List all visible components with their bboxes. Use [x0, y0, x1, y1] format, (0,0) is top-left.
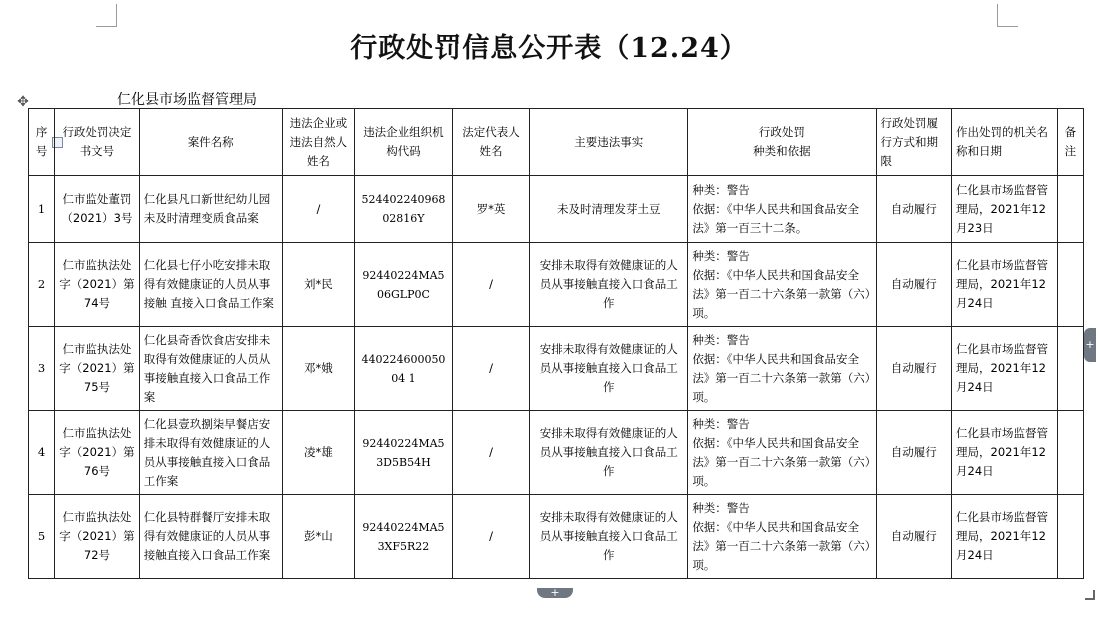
table-row: [29, 176, 1084, 243]
add-row-button[interactable]: +: [537, 588, 573, 598]
cell-facts[interactable]: 安排未取得有效健康证的人员从事接触直接入口食品工作: [530, 327, 688, 411]
cell-facts[interactable]: 安排未取得有效健康证的人员从事接触直接入口食品工作: [530, 495, 688, 579]
page-corner-mark: [997, 4, 1018, 27]
cell-facts[interactable]: 未及时清理发芽土豆: [530, 176, 688, 243]
cell-org-code[interactable]: 52440224096802816Y: [355, 176, 453, 243]
cell-legal-rep[interactable]: /: [452, 495, 530, 579]
header-party: 违法企业或违法自然人姓名: [282, 109, 354, 176]
cell-legal-rep[interactable]: /: [452, 243, 530, 327]
cell-seq[interactable]: 3: [29, 327, 55, 411]
cell-case-name[interactable]: 仁化县特群餐厅安排未取得有效健康证的人员从事接触直接入口食品工作案: [139, 495, 282, 579]
page-corner-mark: [96, 4, 117, 27]
cell-case-name[interactable]: 仁化县凡口新世纪幼儿园未及时清理变质食品案: [139, 176, 282, 243]
cell-penalty[interactable]: 种类：警告 依据：《中华人民共和国食品安全法》第一百二十六条第一款第（六）项。: [688, 411, 876, 495]
table-move-handle-icon[interactable]: ✥: [17, 94, 29, 110]
cell-decision-no[interactable]: 仁市监执法处字（2021）第74号: [55, 243, 140, 327]
table-row: [29, 495, 1084, 579]
cell-org-code[interactable]: 44022460005004 1: [355, 327, 453, 411]
header-case-name: 案件名称: [139, 109, 282, 176]
cell-remarks[interactable]: [1057, 411, 1083, 495]
cell-party[interactable]: 彭*山: [282, 495, 354, 579]
cell-performance[interactable]: 自动履行: [876, 411, 952, 495]
cell-penalty[interactable]: 种类：警告 依据：《中华人民共和国食品安全法》第一百二十六条第一款第（六）项。: [688, 243, 876, 327]
header-facts: 主要违法事实: [530, 109, 688, 176]
cell-decision-no[interactable]: 仁市监执法处字（2021）第76号: [55, 411, 140, 495]
cell-case-name[interactable]: 仁化县七仔小吃安排未取得有效健康证的人员从事接触 直接入口食品工作案: [139, 243, 282, 327]
cell-remarks[interactable]: [1057, 243, 1083, 327]
table-resize-handle[interactable]: [1085, 590, 1095, 600]
cell-party[interactable]: 凌*雄: [282, 411, 354, 495]
header-performance: 行政处罚履行方式和期限: [876, 109, 952, 176]
cell-authority[interactable]: 仁化县市场监督管理局，2021年12月24日: [952, 411, 1058, 495]
cell-legal-rep[interactable]: /: [452, 411, 530, 495]
cell-decision-no[interactable]: 仁市监处董罚（2021）3号: [55, 176, 140, 243]
header-authority: 作出处罚的机关名称和日期: [952, 109, 1058, 176]
header-decision-no: 行政处罚决定书文号: [55, 109, 140, 176]
penalty-table[interactable]: [28, 108, 1084, 579]
table-row: [29, 411, 1084, 495]
cell-authority[interactable]: 仁化县市场监督管理局，2021年12月24日: [952, 327, 1058, 411]
cell-decision-no[interactable]: 仁市监执法处字（2021）第72号: [55, 495, 140, 579]
cell-org-code[interactable]: 92440224MA53D5B54H: [355, 411, 453, 495]
cell-facts[interactable]: 安排未取得有效健康证的人员从事接触直接入口食品工作: [530, 243, 688, 327]
header-penalty: 行政处罚 种类和依据: [688, 109, 876, 176]
cell-case-name[interactable]: 仁化县壹玖捌柒早餐店安排未取得有效健康证的人员从事接触直接入口食品工作案: [139, 411, 282, 495]
cell-authority[interactable]: 仁化县市场监督管理局，2021年12月24日: [952, 243, 1058, 327]
cell-penalty[interactable]: 种类：警告 依据：《中华人民共和国食品安全法》第一百三十二条。: [688, 176, 876, 243]
cell-facts[interactable]: 安排未取得有效健康证的人员从事接触直接入口食品工作: [530, 411, 688, 495]
cell-legal-rep[interactable]: /: [452, 327, 530, 411]
cell-seq[interactable]: 1: [29, 176, 55, 243]
cell-penalty[interactable]: 种类：警告 依据：《中华人民共和国食品安全法》第一百二十六条第一款第（六）项。: [688, 327, 876, 411]
header-legal-rep: 法定代表人姓名: [452, 109, 530, 176]
cell-authority[interactable]: 仁化县市场监督管理局，2021年12月23日: [952, 176, 1058, 243]
cell-case-name[interactable]: 仁化县奇香饮食店安排未取得有效健康证的人员从事接触直接入口食品工作案: [139, 327, 282, 411]
cell-party[interactable]: 刘*民: [282, 243, 354, 327]
cell-remarks[interactable]: [1057, 176, 1083, 243]
header-org-code: 违法企业组织机构代码: [355, 109, 453, 176]
cell-party[interactable]: 邓*娥: [282, 327, 354, 411]
cell-performance[interactable]: 自动履行: [876, 243, 952, 327]
cell-performance[interactable]: 自动履行: [876, 327, 952, 411]
header-seq: 序号: [29, 109, 55, 176]
cell-decision-no[interactable]: 仁市监执法处字（2021）第75号: [55, 327, 140, 411]
table-row: [29, 243, 1084, 327]
cell-seq[interactable]: 4: [29, 411, 55, 495]
cell-seq[interactable]: 2: [29, 243, 55, 327]
add-column-button[interactable]: +: [1084, 328, 1096, 362]
table-row: [29, 327, 1084, 411]
cell-remarks[interactable]: [1057, 495, 1083, 579]
cell-legal-rep[interactable]: 罗*英: [452, 176, 530, 243]
cell-penalty[interactable]: 种类：警告 依据：《中华人民共和国食品安全法》第一百二十六条第一款第（六）项。: [688, 495, 876, 579]
document-title: 行政处罚信息公开表（12.24）: [350, 33, 748, 64]
cell-org-code[interactable]: 92440224MA53XF5R22: [355, 495, 453, 579]
header-remarks: 备注: [1057, 109, 1083, 176]
agency-name: 仁化县市场监督管理局: [117, 92, 257, 108]
cell-performance[interactable]: 自动履行: [876, 176, 952, 243]
cell-authority[interactable]: 仁化县市场监督管理局，2021年12月24日: [952, 495, 1058, 579]
cell-party[interactable]: /: [282, 176, 354, 243]
cell-org-code[interactable]: 92440224MA506GLP0C: [355, 243, 453, 327]
cell-remarks[interactable]: [1057, 327, 1083, 411]
table-header-row: [29, 109, 1084, 176]
cell-seq[interactable]: 5: [29, 495, 55, 579]
cell-performance[interactable]: 自动履行: [876, 495, 952, 579]
